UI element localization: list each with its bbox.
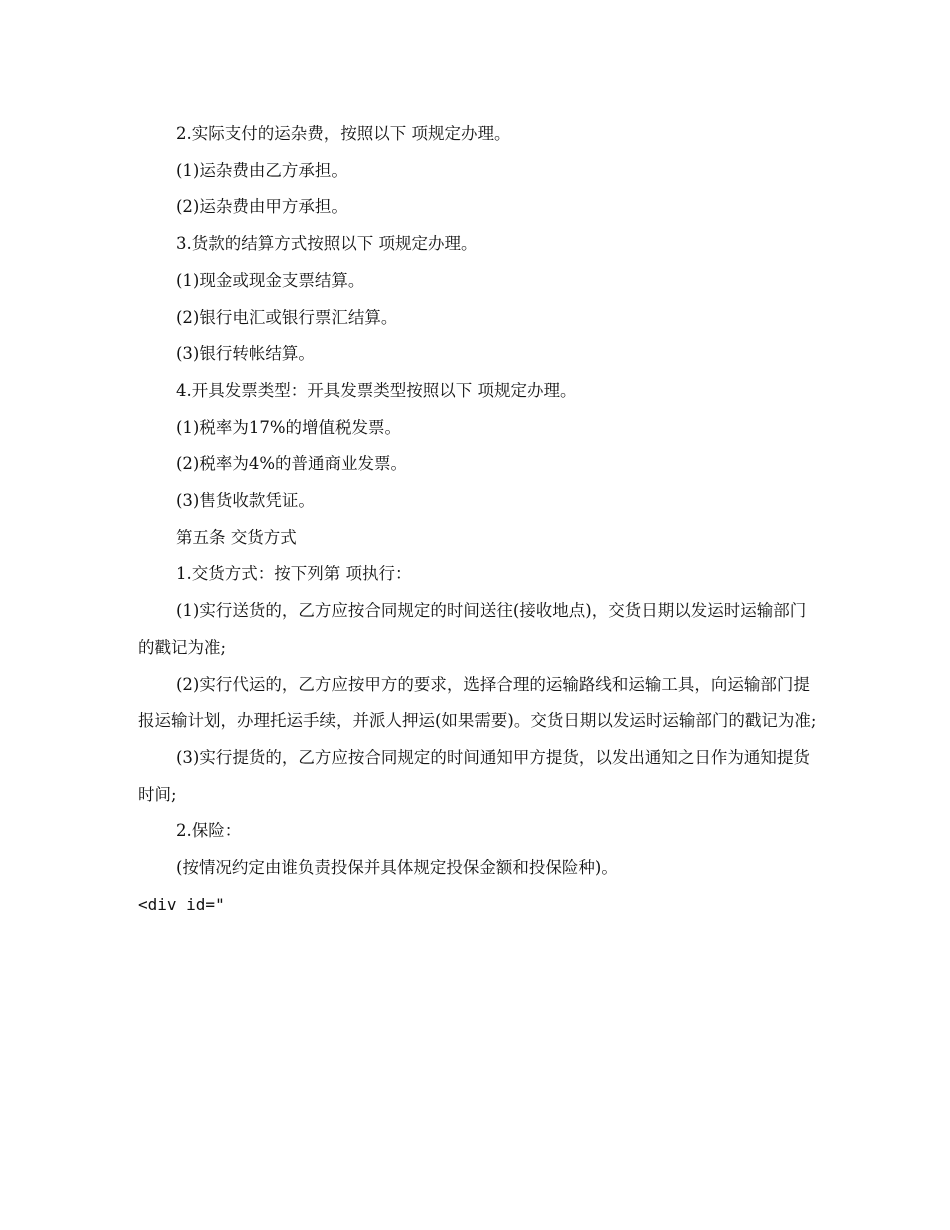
settlement-option-2: (2)银行电汇或银行票汇结算。 <box>176 307 398 327</box>
clause-freight-payment: 2.实际支付的运杂费，按照以下 项规定办理。 <box>176 124 511 143</box>
document-body <box>138 116 818 923</box>
trailing-code-fragment: <div id=" <box>138 894 225 914</box>
clause-settlement-method: 3.货款的结算方式按照以下 项规定办理。 <box>176 234 478 254</box>
invoice-option-3: (3)售货收款凭证。 <box>176 491 315 511</box>
clause-invoice-type: 4.开具发票类型：开具发票类型按照以下 项规定办理。 <box>176 380 577 400</box>
freight-option-2: (2)运杂费由甲方承担。 <box>176 197 348 217</box>
clause-delivery-method: 1.交货方式：按下列第 项执行： <box>176 564 412 584</box>
delivery-option-2: (2)实行代运的，乙方应按甲方的要求，选择合理的运输路线和运输工具，向运输部门提报运输计划，办理托运手续，并派人押运(如果需要)。交货日期以发运时运输部门的戳记为准; <box>138 674 817 731</box>
clause-insurance: 2.保险： <box>176 821 242 841</box>
delivery-option-1: (1)实行送货的，乙方应按合同规定的时间送往(接收地点)，交货日期以发运时运输部门的戳记为准; <box>138 601 807 657</box>
insurance-text: (按情况约定由谁负责投保并具体规定投保金额和投保险种)。 <box>176 858 618 878</box>
settlement-option-3: (3)银行转帐结算。 <box>176 344 315 364</box>
settlement-option-1: (1)现金或现金支票结算。 <box>176 270 365 290</box>
invoice-option-1: (1)税率为17%的增值税发票。 <box>176 417 402 437</box>
invoice-option-2: (2)税率为4%的普通商业发票。 <box>176 454 408 474</box>
article-five-heading: 第五条 交货方式 <box>176 527 297 547</box>
freight-option-1: (1)运杂费由乙方承担。 <box>176 160 348 180</box>
delivery-option-3: (3)实行提货的，乙方应按合同规定的时间通知甲方提货，以发出通知之日作为通知提货时间; <box>138 747 810 804</box>
